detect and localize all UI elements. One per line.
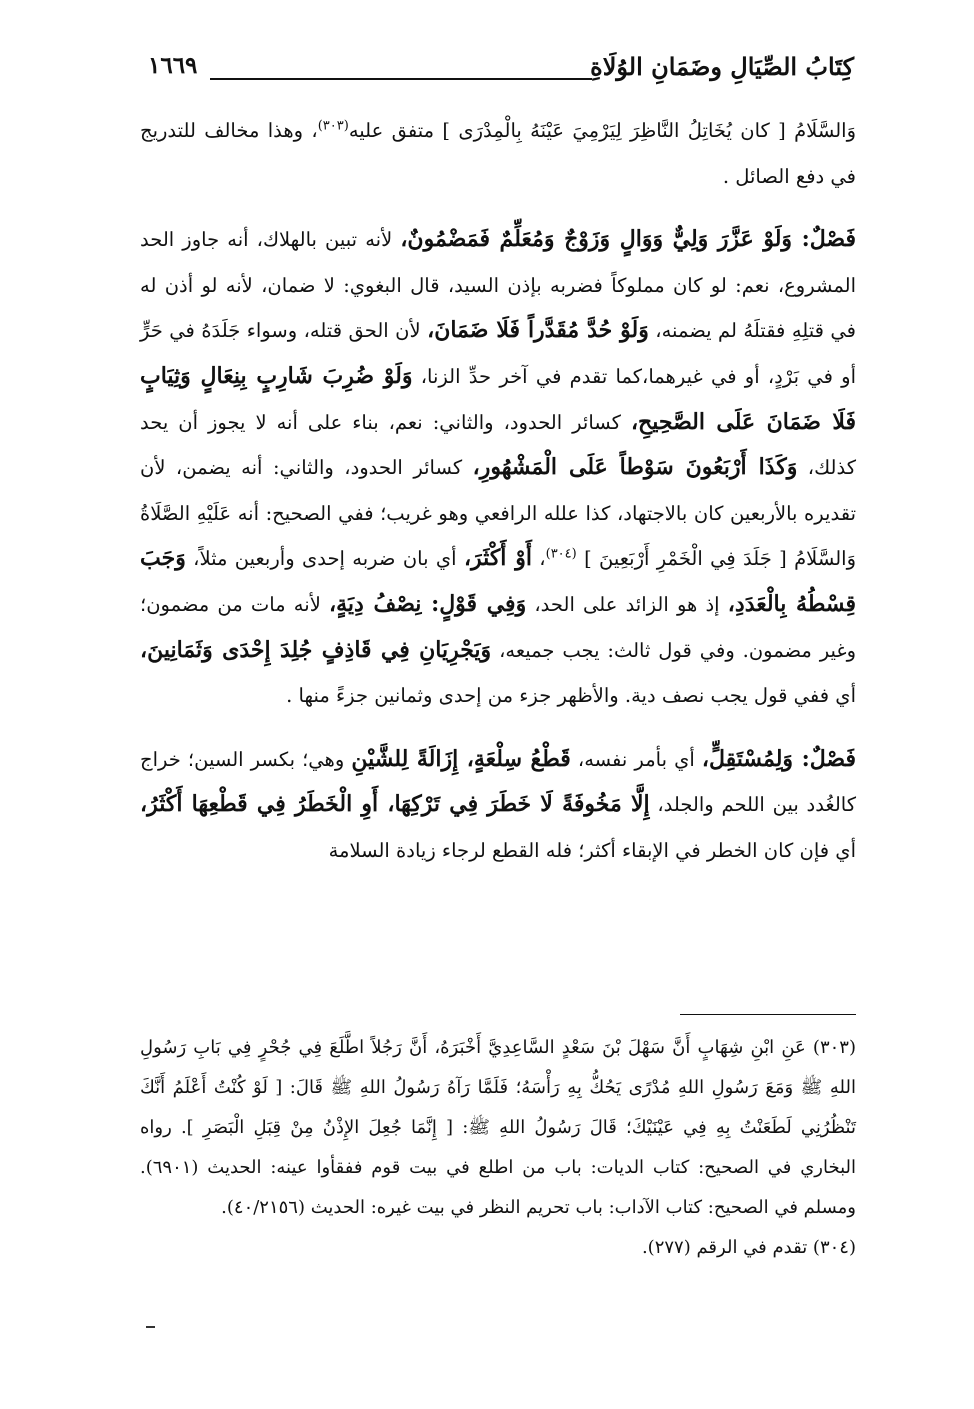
- paragraph: [140, 108, 856, 199]
- header-title: كِتَابُ الصِّيَالِ وضَمَانِ الوُلَاةِ: [590, 52, 854, 81]
- running-header: [148, 48, 854, 94]
- matn-text: فَصْلٌ: وَلَوْ عَزَّرَ وَلِيٌّ وَوَالٍ وَزَوْجٌ وَمُعَلِّمٌ فَمَضْمُونٌ،: [400, 226, 856, 253]
- matn-text: وَيَجْرِيَانِ فِي قَاذِفٍ جُلِدَ إِحْدَى وَثَمَانِينَ،: [140, 636, 492, 663]
- matn-text: إِلَّا مَخُوفَةً لَا خَطَرَ فِي تَرْكِهَا، أَوِ الْخَطَرُ فِي قَطْعِهَا أَكْثَرُ،: [140, 791, 650, 818]
- commentary-text: وهي؛ بكسر السين؛ خراج كالغُدد بين اللحم والجلد،: [140, 747, 856, 817]
- page-mark: [146, 1326, 155, 1328]
- matn-text: وَكَذَا أَرْبَعُونَ سَوْطاً عَلَى الْمَشْهُورِ،: [472, 454, 798, 481]
- commentary-text: إذ هو الزائد على الحد،: [526, 592, 728, 616]
- commentary-text: لأنه مات من مضمون؛ وغير مضمون. وفي قول ثالث: يجب جميعه،: [140, 592, 856, 662]
- matn-text: وَجَبَ قِسْطُهُ بِالْعَدَدِ،: [140, 545, 857, 617]
- commentary-text: كسائر الحدود، والثاني: أنه يضمن، لأن تقديره بالأربعين كان بالاجتهاد، كذا علله الرافعي وهو غريب؛ ففي الصحيح: أنه عَلَيْهِ الصَّلَاةُ وَالسَّلَامُ [ جَلَدَ فِي الْخَمْرِ أَرْبَعِينَ ]: [140, 456, 856, 571]
- footnotes: [140, 1028, 856, 1268]
- commentary-text: أي بان ضربه إحدى وأربعين مثلاً،: [185, 547, 464, 571]
- commentary-text: ، وهذا مخالف للتدريج في دفع الصائل .: [140, 119, 856, 188]
- footnote-ref: (٣٠٤): [545, 546, 577, 562]
- matn-text: وَلَوْ حُدَّ مُقَدَّراً فَلَا ضَمَانَ،: [427, 317, 649, 344]
- matn-text: قَطْعُ سِلْعَةٍ، إِزَالَةً لِلشَّيْنِ: [351, 745, 571, 772]
- commentary-text: أي فإن كان الخطر في الإبقاء أكثر؛ فله القطع لرجاء زيادة السلامة: [328, 838, 856, 862]
- commentary-text: ،: [531, 547, 546, 571]
- paragraph: [140, 737, 856, 874]
- commentary-text: أي ففي قول يجب نصف دية. والأظهر جزء من إحدى وثمانين جزءً منها .: [286, 684, 856, 708]
- matn-text: أَوْ أَكْثَرَ،: [463, 545, 532, 572]
- matn-text: وَفِي قَوْلٍ: نِصْفُ دِيَةٍ،: [329, 590, 527, 617]
- footnote-separator: [680, 1014, 856, 1015]
- page-number: ١٦٦٩: [148, 52, 198, 79]
- matn-text: وَلَوْ ضُرِبَ شَارِبٍ بِنِعَالٍ وَثِيَابٍ فَلَا ضَمَانَ عَلَى الصَّحِيحِ،: [140, 362, 856, 435]
- footnote: (٣٠٣) عَنِ ابْنِ شِهَابٍ أَنَّ سَهْلَ بْنَ سَعْدٍ السَّاعِدِيَّ أَخْبَرَهُ، أَنَّ رَجُلاً اطَّلَعَ فِي جُحْرٍ فِي بَابِ رَسُولِ اللهِ ﷺ وَمَعَ رَسُولِ اللهِ مُدْرًى يَحُكُّ بِهِ رَأْسَهُ؛ فَلَمَّا رَآهُ رَسُولُ اللهِ ﷺ قَالَ: [ لَوْ كُنْتُ أَعْلَمُ أَنَّكَ تَنْظُرُنِي لَطَعَنْتُ بِهِ فِي عَيْنَيْكَ؛ قَالَ رَسُولُ اللهِ ﷺ: [ إِنَّمَا جُعِلَ الإِذْنُ مِنْ قِبَلِ الْبَصَرِ ]. رواه البخاري في الصحيح: كتاب الديات: باب من اطلع في بيت قوم ففقأوا عينه: الحديث (٦٩٠١). ومسلم في الصحيح: كتاب الآداب: باب تحريم النظر في بيت غيره: الحديث (٤٠/٢١٥٦).: [140, 1037, 856, 1218]
- commentary-text: وَالسَّلَامُ [ كان يُخَاتِلُ النَّاظِرَ لِيَرْمِيَ عَيْنَهُ بِالْمِدْرَى ] متفق عليه: [348, 119, 856, 142]
- footnote-ref: (٣٠٣): [317, 118, 349, 134]
- matn-text: فَصْلٌ: وَلِمُسْتَقِلٍّ،: [701, 745, 856, 772]
- commentary-text: أي بأمر نفسه،: [570, 747, 702, 771]
- commentary-text: كسائر الحدود، والثاني: نعم، بناء على أنه لا يجوز أن يحد كذلك،: [140, 410, 857, 480]
- paragraph: [140, 217, 856, 719]
- header-rule: [210, 78, 592, 80]
- commentary-text: لأنه تبين بالهلاك، أنه جاوز الحد المشروع، نعم: لو كان مملوكاً فضربه بإذن السيد، قال البغوي: لا ضمان، لأنه لو أذن له في قتلِهِ فقتلَهُ لم يضمنه،: [140, 228, 857, 343]
- footnote: (٣٠٤) تقدم في الرقم (٢٧٧).: [641, 1237, 856, 1258]
- main-text: [140, 108, 856, 874]
- commentary-text: لأن الحق قتله، وسواء جَلَدَهُ في حَرٍّ أو في بَرْدٍ، أو في غيرهما،كما تقدم في آخر حدِّ الزنا،: [140, 319, 856, 388]
